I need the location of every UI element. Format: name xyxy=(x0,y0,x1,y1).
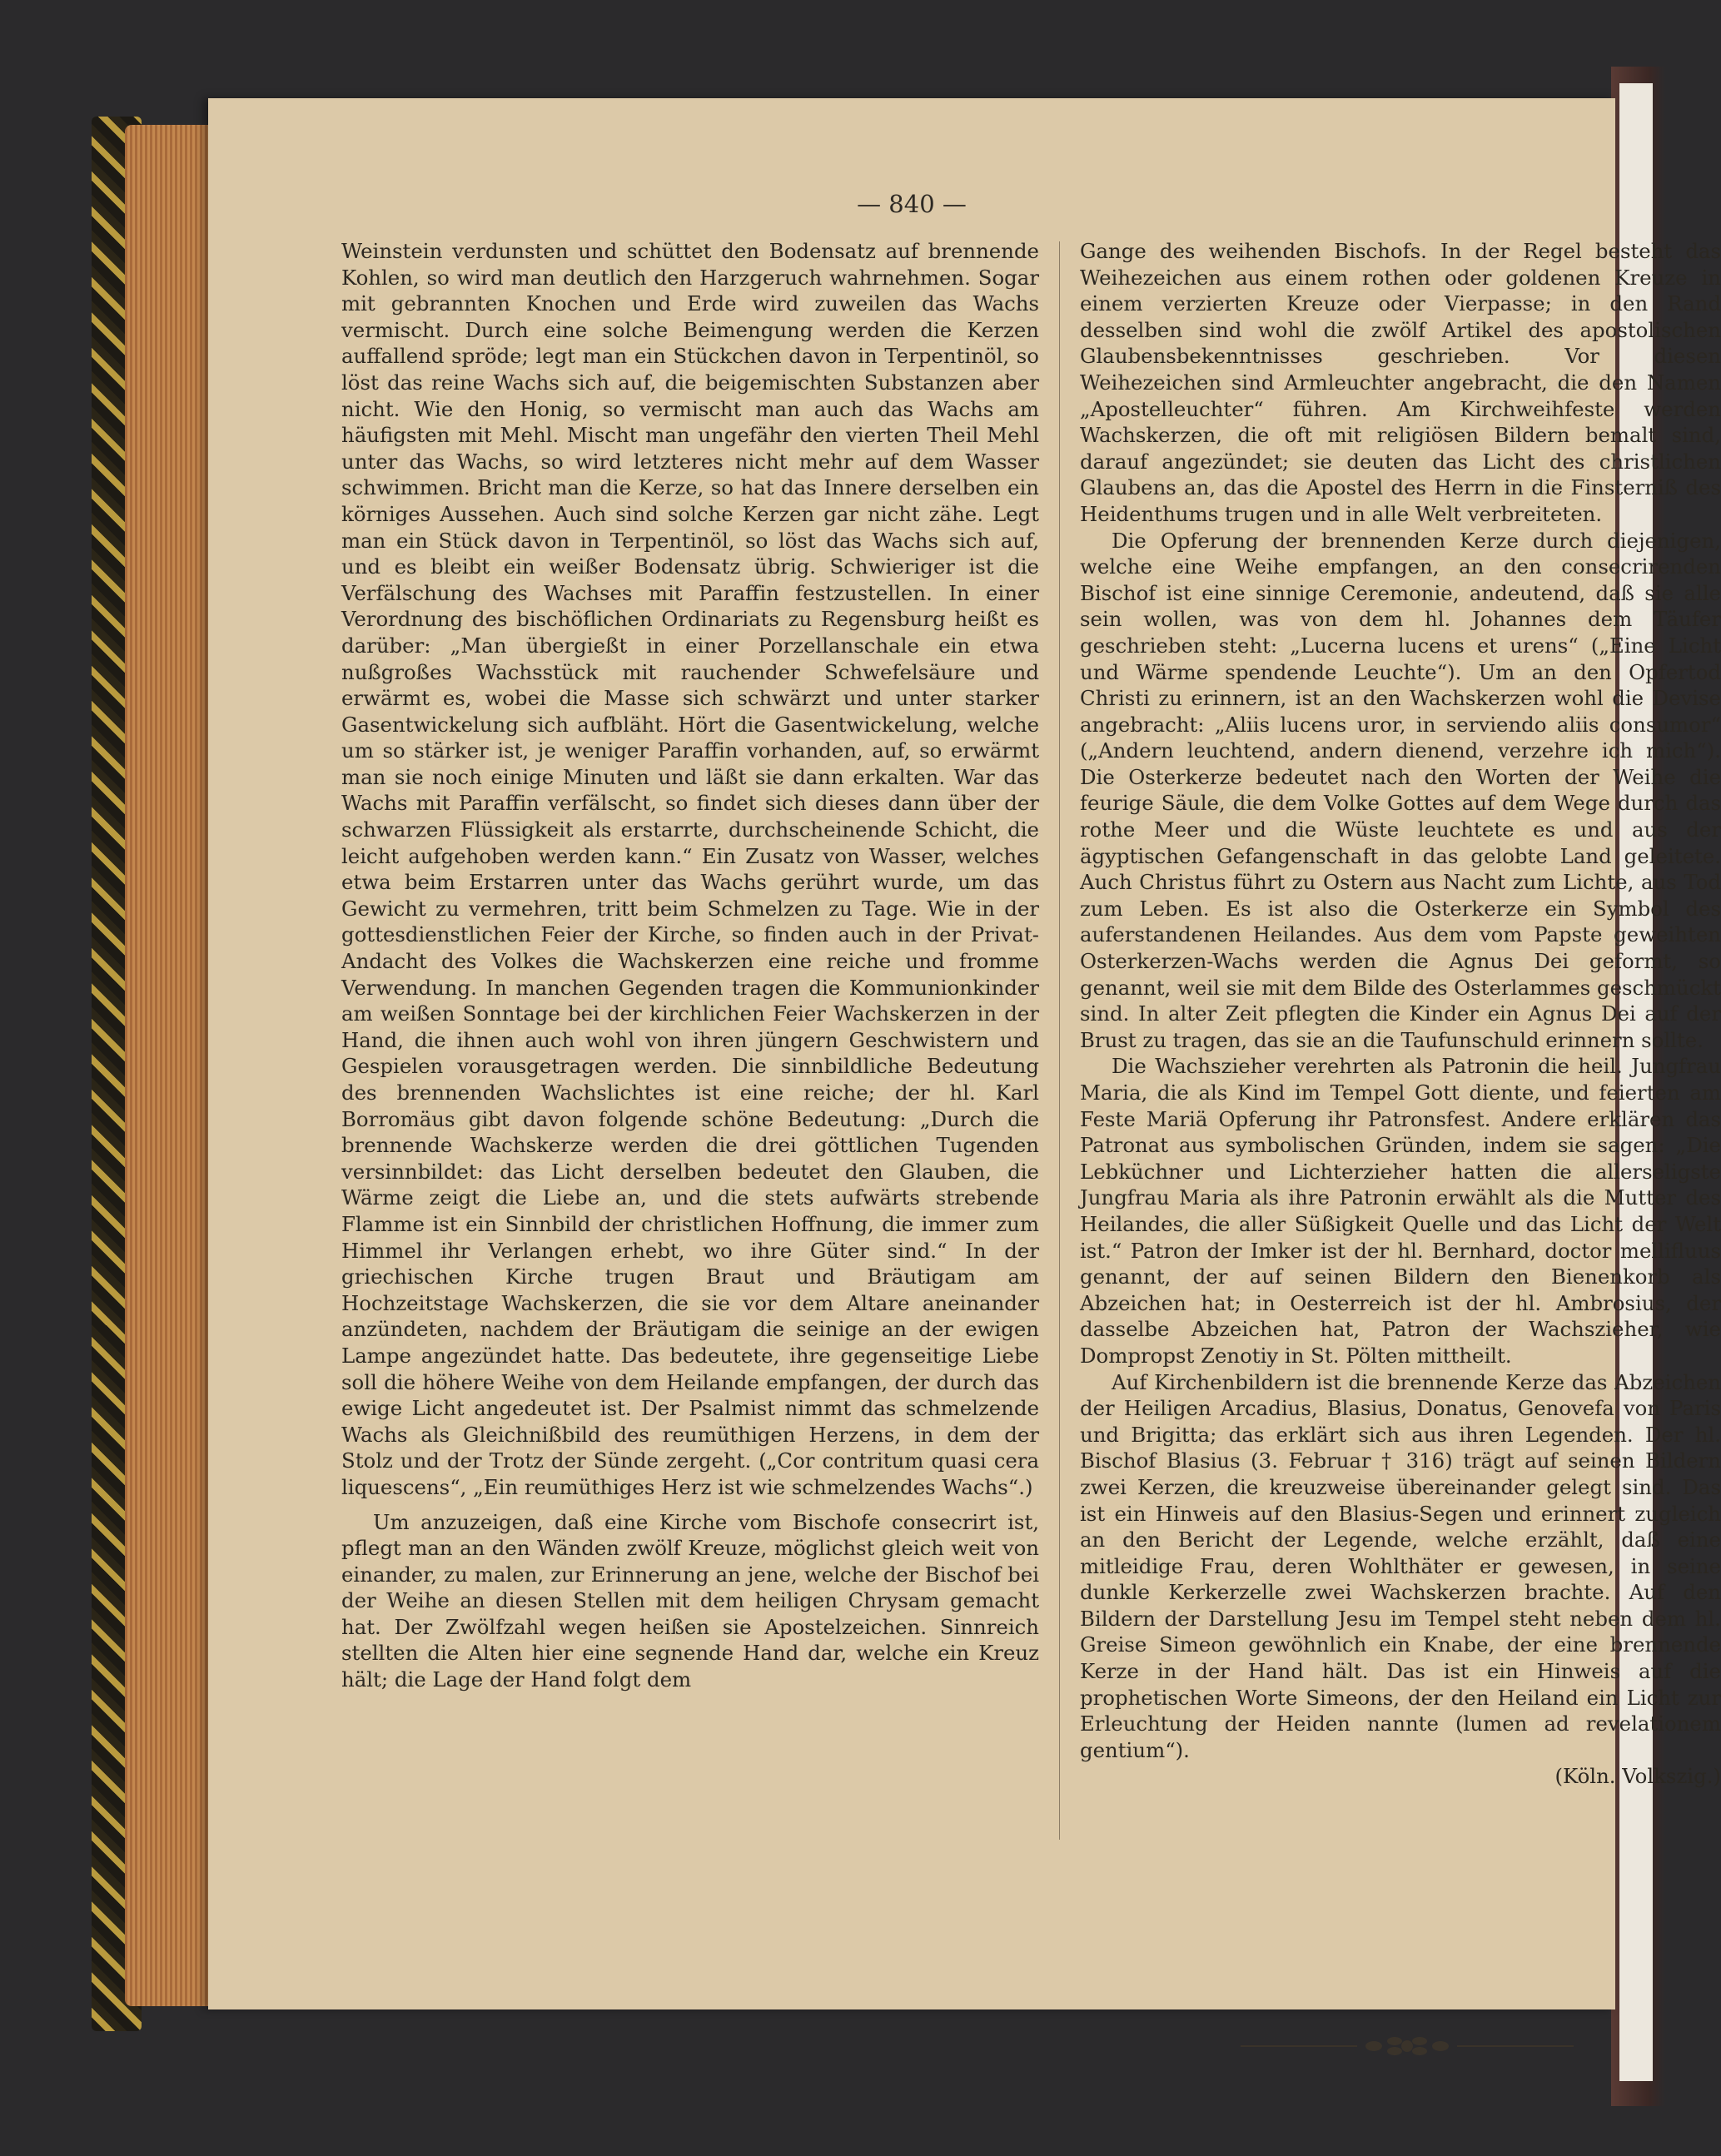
left-column xyxy=(341,238,1039,1693)
column-divider xyxy=(1059,241,1060,1840)
ornament-divider xyxy=(1241,2029,1574,2063)
right-paragraph-3: Die Wachszieher verehrten als Patronin die heil. Jungfrau Maria, die als Kind im Tempel Gott diente, und feierten am Feste Mariä Opferung ihr Patronsfest. Andere erklären das Patronat aus symbolischen Gründen, indem sie sagen: „Die Lebküchner und Lichterzieher hatten die allerseligste Jungfrau Maria als ihre Patronin erwählt als die Mutter des Heilandes, die aller Süßigkeit Quelle und das Licht der Welt ist.“ Patron der Imker ist der hl. Bernhard, doctor mellifluus genannt, der auf seinen Bildern den Bienenkorb als Abzeichen hat; in Oesterreich ist der hl. Ambrosius, der dasselbe Abzeichen hat, Patron der Wachszieher, wie Dompropst Zenotiy in St. Pölten mittheilt. xyxy=(1080,1054,1721,1368)
right-paragraph-4: Auf Kirchenbildern ist die brennende Kerze das Abzeichen der Heiligen Arcadius, Blasius, Donatus, Genovefa von Paris und Brigitta; das erklärt sich aus ihren Legenden. Der hl. Bischof Blasius (3. Februar † 316) trägt auf seinen Bildern zwei Kerzen, die kreuzweise übereinander gelegt sind. Das ist ein Hinweis auf den Blasius-Segen und erinnert zugleich an den Bericht der Legende, welche erzählt, daß eine mitleidige Frau, deren Wohlthäter er gewesen, in seine dunkle Kerkerzelle zwei Wachskerzen brachte. Auf den Bildern der Darstellung Jesu im Tempel steht neben dem hl. Greise Simeon gewöhnlich ein Knabe, der eine brennende Kerze in der Hand hält. Das ist ein Hinweis auf die prophetischen Worte Simeons, der den Heiland ein Licht zur Erleuchtung der Heiden nannte (lumen ad revelationem gentium“). xyxy=(1080,1369,1721,1762)
left-paragraph-1: Weinstein verdunsten und schüttet den Bodensatz auf brennende Kohlen, so wird man deutlich den Harzgeruch wahrnehmen. Sogar mit gebrannten Knochen und Erde wird zuweilen das Wachs vermischt. Durch eine solche Beimengung werden die Kerzen auffallend spröde; legt man ein Stückchen davon in Terpentinöl, so löst das reine Wachs sich auf, die beigemischten Substanzen aber nicht. Wie den Honig, so vermischt man auch das Wachs am häufigsten mit Mehl. Mischt man ungefähr den vierten Theil Mehl unter das Wachs, so wird letzteres nicht mehr auf dem Wasser schwimmen. Bricht man die Kerze, so hat das Innere derselben ein körniges Aussehen. Auch sind solche Kerzen gar nicht zähe. Legt man ein Stück davon in Terpentinöl, so löst das Wachs sich auf, und es bleibt ein weißer Bodensatz übrig. Schwieriger ist die Verfälschung des Wachses mit Paraffin festzustellen. In einer Verordnung des bischöflichen Ordinariats zu Regensburg heißt es darüber: „Man übergießt in einer Porzellanschale ein etwa nußgroßes Wachsstück mit rauchender Schwefelsäure und erwärmt es, wobei die Masse sich schwärzt und unter starker Gasentwickelung sich aufbläht. Hört die Gasentwickelung, welche um so stärker ist, je weniger Paraffin vorhanden, auf, so erwärmt man sie noch einige Minuten und läßt sie dann erkalten. War das Wachs mit Paraffin verfälscht, so findet sich dieses dann über der schwarzen Flüssigkeit als erstarrte, durchscheinende Schicht, die leicht aufgehoben werden kann.“ Ein Zusatz von Wasser, welches etwa beim Erstarren unter das Wachs gerührt wurde, um das Gewicht zu vermehren, tritt beim Schmelzen zu Tage. Wie in der gottesdienstlichen Feier der Kirche, so finden auch in der Privat-Andacht des Volkes die Wachskerzen eine reiche und fromme Verwendung. In manchen Gegenden tragen die Kommunionkinder am weißen Sonntage bei der kirchlichen Feier Wachskerzen in der Hand, die ihnen auch wohl von ihren jüngern Geschwistern und Gespielen vorausgetragen werden. Die sinnbildliche Bedeutung des brennenden Wachslichtes ist eine reiche; der hl. Karl Borromäus gibt davon folgende schöne Bedeutung: „Durch die brennende Wachskerze werden die drei göttlichen Tugenden versinnbildet: das Licht derselben bedeutet den Glauben, die Wärme zeigt die Liebe an, und die stets aufwärts strebende Flamme ist ein Sinnbild der christlichen Hoffnung, die immer zum Himmel ihr Verlangen erhebt, wo ihre Güter sind.“ In der griechischen Kirche trugen Braut und Bräutigam am Hochzeitstage Wachskerzen, die sie vor dem Altare aneinander anzündeten, nachdem der Bräutigam die seinige an der ewigen Lampe angezündet hatte. Das bedeutete, ihre gegenseitige Liebe soll die höhere Weihe von dem Heilande empfangen, der durch das ewige Licht angedeutet ist. Der Psalmist nimmt das schmelzende Wachs als Gleichnißbild des reumüthigen Herzens, in dem der Stolz und der Trotz der Sünde zergeht. („Cor contritum quasi cera liquescens“, „Ein reumüthiges Herz ist wie schmelzendes Wachs“.) xyxy=(341,239,1039,1499)
page-number: — 840 — xyxy=(857,190,967,218)
source-attribution: (Köln. Volkszig.) xyxy=(1554,1764,1721,1789)
book-page xyxy=(208,98,1721,2009)
right-paragraph-2: Die Opferung der brennenden Kerze durch diejenigen, welche eine Weihe empfangen, an den consecrirenden Bischof ist eine sinnige Ceremonie, andeutend, daß sie alle sein wollen, was von dem hl. Johannes dem Täufer geschrieben steht: „Lucerna lucens et urens“ („Eine Licht und Wärme spendende Leuchte“). Um an den Opfertod Christi zu erinnern, ist an den Wachskerzen wohl die Devise angebracht: „Aliis lucens uror, in serviendo aliis consumor“ („Andern leuchtend, andern dienend, verzehre ich mich“). Die Osterkerze bedeutet nach den Worten der Weihe die feurige Säule, die dem Volke Gottes auf dem Wege durch das rothe Meer und die Wüste leuchtete es und aus der ägyptischen Gefangenschaft in das gelobte Land geleitete. Auch Christus führt zu Ostern aus Nacht zum Lichte, aus Tod zum Leben. Es ist also die Osterkerze ein Symbol des auferstandenen Heilandes. Aus dem vom Papste geweihten Osterkerzen-Wachs werden die Agnus Dei geformt, so genannt, weil sie mit dem Bilde des Osterlammes geschmückt sind. In alter Zeit pflegten die Kinder ein Agnus Dei auf der Brust zu tragen, das sie an die Taufunschuld erinnern sollte. xyxy=(1080,528,1721,1052)
left-paragraph-2: Um anzuzeigen, daß eine Kirche vom Bischofe consecrirt ist, pflegt man an den Wänden zwölf Kreuze, möglichst gleich weit von einander, zu malen, zur Erinnerung an jene, welche der Bischof bei der Weihe an diesen Stellen mit dem heiligen Chrysam gemacht hat. Der Zwölfzahl wegen heißen sie Apostelzeichen. Sinnreich stellten die Alten hier eine segnende Hand dar, welche ein Kreuz hält; die Lage der Hand folgt dem xyxy=(341,1509,1039,1692)
right-paragraph-1: Gange des weihenden Bischofs. In der Regel besteht das Weihezeichen aus einem rothen oder goldenen Kreuze in einem verzierten Kreuze oder Vierpasse; in den Rand desselben sind wohl die zwölf Artikel des apostolischen Glaubensbekenntnisses geschrieben. Vor diesen Weihezeichen sind Armleuchter angebracht, die den Namen „Apostelleuchter“ führen. Am Kirchweihfeste werden Wachskerzen, die oft mit religiösen Bildern bemalt sind, darauf angezündet; sie deuten das Licht des christlichen Glaubens an, das die Apostel des Herrn in die Finsterniß des Heidenthums trugen und in alle Welt verbreiteten. xyxy=(1080,239,1721,526)
right-column xyxy=(1080,238,1721,1790)
